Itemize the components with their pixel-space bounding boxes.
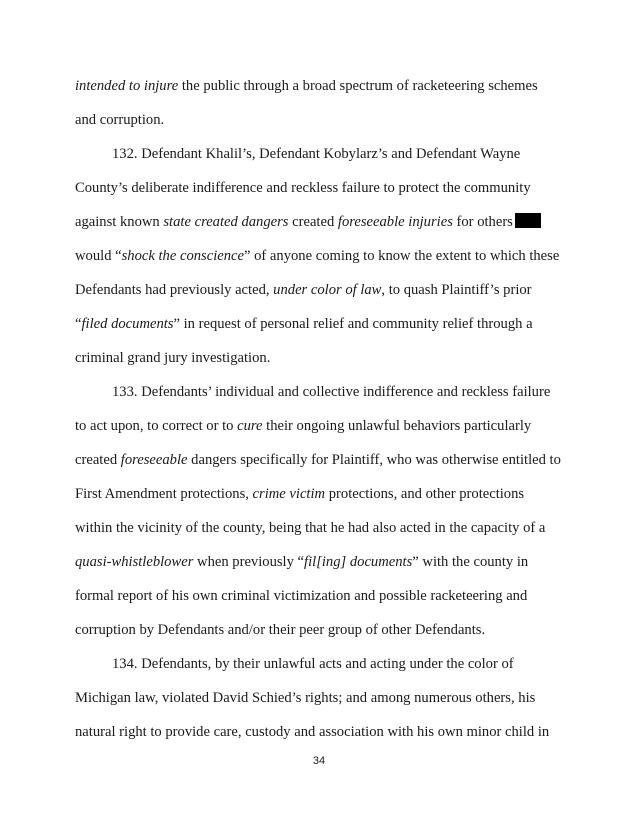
italic-phrase: fil[ing] documents bbox=[304, 554, 413, 570]
text-segment: , to quash Plaintiff’s prior bbox=[381, 282, 532, 298]
text-segment: ” of anyone coming to know the extent to which these bbox=[244, 248, 560, 264]
italic-phrase: shock the conscience bbox=[121, 248, 244, 264]
paragraph-134-start bbox=[112, 655, 514, 673]
text-segment: 133. Defendants’ individual and collective indifference and reckless failure bbox=[112, 384, 551, 400]
text-segment: “ bbox=[75, 316, 82, 332]
text-line bbox=[75, 553, 528, 571]
text-line bbox=[75, 519, 545, 537]
text-line bbox=[75, 213, 541, 231]
italic-phrase: intended to injure bbox=[75, 78, 179, 94]
text-line bbox=[75, 281, 532, 299]
text-segment: ” in request of personal relief and community relief through a bbox=[173, 316, 533, 332]
text-segment: ” with the county in bbox=[412, 554, 529, 570]
text-segment: would “ bbox=[75, 248, 122, 264]
text-segment: and corruption. bbox=[75, 112, 165, 128]
text-segment: 132. Defendant Khalil’s, Defendant Kobylarz’s and Defendant Wayne bbox=[112, 146, 521, 162]
paragraph-132-start bbox=[112, 145, 520, 163]
text-line bbox=[75, 689, 535, 707]
text-segment: First Amendment protections, bbox=[75, 486, 253, 502]
text-segment: natural right to provide care, custody and association with his own minor child in bbox=[75, 724, 550, 740]
text-segment: within the vicinity of the county, being that he had also acted in the capacity of a bbox=[75, 520, 546, 536]
text-segment: created bbox=[75, 452, 121, 468]
text-segment: 134. Defendants, by their unlawful acts and acting under the color of bbox=[112, 656, 514, 672]
text-segment: against known bbox=[75, 214, 164, 230]
italic-phrase: crime victim bbox=[252, 486, 326, 502]
text-line bbox=[75, 179, 531, 197]
text-segment: County’s deliberate indifference and reckless failure to protect the community bbox=[75, 180, 531, 196]
text-segment: to act upon, to correct or to bbox=[75, 418, 238, 434]
text-segment: criminal grand jury investigation. bbox=[75, 350, 271, 366]
text-segment: formal report of his own criminal victimization and possible racketeering and bbox=[75, 588, 528, 604]
text-segment: protections, and other protections bbox=[325, 486, 525, 502]
paragraph-133-start bbox=[112, 383, 550, 401]
text-line bbox=[75, 621, 485, 639]
text-line bbox=[75, 451, 561, 469]
text-line bbox=[75, 111, 164, 129]
text-segment: their ongoing unlawful behaviors particularly bbox=[262, 418, 532, 434]
text-line bbox=[75, 485, 524, 503]
text-segment: for others bbox=[452, 214, 513, 230]
italic-phrase: cure bbox=[237, 418, 263, 434]
italic-phrase: foreseeable bbox=[120, 452, 188, 468]
text-segment: Michigan law, violated David Schied’s rights; and among numerous others, his bbox=[75, 690, 536, 706]
text-segment: corruption by Defendants and/or their peer group of other Defendants. bbox=[75, 622, 486, 638]
text-segment: Defendants had previously acted, bbox=[75, 282, 274, 298]
italic-phrase: quasi-whistleblower bbox=[75, 554, 194, 570]
redaction-block bbox=[515, 213, 541, 228]
italic-phrase: under color of law bbox=[273, 282, 382, 298]
text-segment: dangers specifically for Plaintiff, who was otherwise entitled to bbox=[187, 452, 561, 468]
text-segment: the public through a broad spectrum of racketeering schemes bbox=[178, 78, 538, 94]
italic-phrase: state created dangers bbox=[163, 214, 289, 230]
text-line bbox=[75, 315, 533, 333]
text-line bbox=[75, 587, 527, 605]
text-line bbox=[75, 247, 559, 265]
text-segment: created bbox=[288, 214, 338, 230]
italic-phrase: foreseeable injuries bbox=[337, 214, 453, 230]
page-number: 34 bbox=[312, 755, 326, 767]
text-line bbox=[75, 417, 531, 435]
text-line bbox=[75, 77, 538, 95]
text-line bbox=[75, 349, 270, 367]
italic-phrase: filed documents bbox=[81, 316, 174, 332]
text-segment: when previously “ bbox=[193, 554, 305, 570]
text-line bbox=[75, 723, 549, 741]
